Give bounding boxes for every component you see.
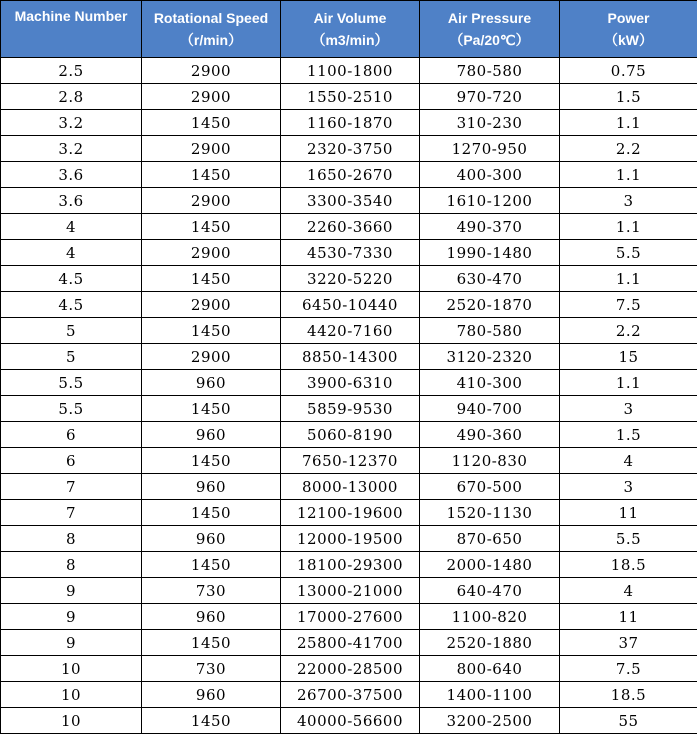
cell-air-volume: 2320-3750 bbox=[281, 136, 420, 162]
cell-rotational-speed: 960 bbox=[142, 422, 281, 448]
table-row bbox=[1, 266, 697, 292]
cell-air-volume: 5859-9530 bbox=[281, 396, 420, 422]
cell-air-volume: 18100-29300 bbox=[281, 552, 420, 578]
cell-power: 11 bbox=[560, 500, 697, 526]
cell-machine-number: 9 bbox=[1, 604, 142, 630]
header-unit: （kW） bbox=[560, 29, 697, 51]
header-label: Air Pressure bbox=[420, 7, 559, 29]
cell-air-pressure: 1120-830 bbox=[420, 448, 560, 474]
cell-air-volume: 25800-41700 bbox=[281, 630, 420, 656]
cell-air-pressure: 310-230 bbox=[420, 110, 560, 136]
cell-air-pressure: 780-580 bbox=[420, 318, 560, 344]
cell-air-volume: 4420-7160 bbox=[281, 318, 420, 344]
cell-power: 5.5 bbox=[560, 526, 697, 552]
cell-power: 18.5 bbox=[560, 682, 697, 708]
cell-machine-number: 4 bbox=[1, 214, 142, 240]
table-body bbox=[1, 58, 697, 734]
cell-air-volume: 12100-19600 bbox=[281, 500, 420, 526]
cell-air-volume: 3220-5220 bbox=[281, 266, 420, 292]
cell-machine-number: 3.6 bbox=[1, 188, 142, 214]
cell-machine-number: 2.8 bbox=[1, 84, 142, 110]
cell-air-volume: 1550-2510 bbox=[281, 84, 420, 110]
table-row bbox=[1, 604, 697, 630]
cell-air-pressure: 870-650 bbox=[420, 526, 560, 552]
header-label: Rotational Speed bbox=[142, 7, 280, 29]
cell-power: 7.5 bbox=[560, 292, 697, 318]
table-row bbox=[1, 136, 697, 162]
table-row bbox=[1, 682, 697, 708]
table-header bbox=[1, 1, 697, 58]
cell-air-volume: 5060-8190 bbox=[281, 422, 420, 448]
cell-rotational-speed: 730 bbox=[142, 578, 281, 604]
cell-machine-number: 3.6 bbox=[1, 162, 142, 188]
cell-rotational-speed: 1450 bbox=[142, 708, 281, 734]
cell-machine-number: 10 bbox=[1, 708, 142, 734]
cell-power: 1.1 bbox=[560, 162, 697, 188]
cell-machine-number: 10 bbox=[1, 656, 142, 682]
cell-air-pressure: 1990-1480 bbox=[420, 240, 560, 266]
header-air-pressure bbox=[420, 1, 560, 58]
cell-air-volume: 2260-3660 bbox=[281, 214, 420, 240]
header-air-volume bbox=[281, 1, 420, 58]
cell-power: 11 bbox=[560, 604, 697, 630]
cell-air-volume: 26700-37500 bbox=[281, 682, 420, 708]
header-unit: （Pa/20℃） bbox=[420, 29, 559, 51]
cell-air-pressure: 2520-1870 bbox=[420, 292, 560, 318]
table-row bbox=[1, 318, 697, 344]
table-row bbox=[1, 578, 697, 604]
cell-air-pressure: 630-470 bbox=[420, 266, 560, 292]
cell-rotational-speed: 960 bbox=[142, 474, 281, 500]
cell-rotational-speed: 2900 bbox=[142, 344, 281, 370]
cell-rotational-speed: 1450 bbox=[142, 162, 281, 188]
cell-machine-number: 9 bbox=[1, 630, 142, 656]
cell-rotational-speed: 2900 bbox=[142, 58, 281, 84]
cell-air-volume: 7650-12370 bbox=[281, 448, 420, 474]
table-row bbox=[1, 630, 697, 656]
cell-rotational-speed: 1450 bbox=[142, 214, 281, 240]
cell-air-pressure: 3200-2500 bbox=[420, 708, 560, 734]
cell-machine-number: 10 bbox=[1, 682, 142, 708]
cell-rotational-speed: 1450 bbox=[142, 110, 281, 136]
cell-air-volume: 6450-10440 bbox=[281, 292, 420, 318]
cell-rotational-speed: 2900 bbox=[142, 240, 281, 266]
cell-power: 37 bbox=[560, 630, 697, 656]
cell-machine-number: 5.5 bbox=[1, 370, 142, 396]
cell-air-pressure: 2000-1480 bbox=[420, 552, 560, 578]
cell-air-pressure: 1270-950 bbox=[420, 136, 560, 162]
table-row bbox=[1, 214, 697, 240]
cell-air-volume: 1100-1800 bbox=[281, 58, 420, 84]
cell-machine-number: 4.5 bbox=[1, 292, 142, 318]
header-rotational-speed bbox=[142, 1, 281, 58]
cell-power: 5.5 bbox=[560, 240, 697, 266]
cell-air-volume: 40000-56600 bbox=[281, 708, 420, 734]
cell-rotational-speed: 1450 bbox=[142, 448, 281, 474]
cell-power: 15 bbox=[560, 344, 697, 370]
table-row bbox=[1, 344, 697, 370]
table-row bbox=[1, 552, 697, 578]
header-row bbox=[1, 1, 697, 58]
cell-rotational-speed: 960 bbox=[142, 526, 281, 552]
cell-power: 3 bbox=[560, 188, 697, 214]
cell-rotational-speed: 960 bbox=[142, 370, 281, 396]
header-unit: （m3/min） bbox=[281, 29, 419, 51]
cell-air-pressure: 670-500 bbox=[420, 474, 560, 500]
cell-air-volume: 8850-14300 bbox=[281, 344, 420, 370]
cell-air-volume: 8000-13000 bbox=[281, 474, 420, 500]
header-power bbox=[560, 1, 697, 58]
cell-machine-number: 4 bbox=[1, 240, 142, 266]
cell-machine-number: 5 bbox=[1, 344, 142, 370]
table-row bbox=[1, 58, 697, 84]
cell-rotational-speed: 1450 bbox=[142, 552, 281, 578]
header-label: Power bbox=[560, 7, 697, 29]
cell-machine-number: 3.2 bbox=[1, 136, 142, 162]
cell-rotational-speed: 960 bbox=[142, 682, 281, 708]
cell-rotational-speed: 730 bbox=[142, 656, 281, 682]
table-row bbox=[1, 84, 697, 110]
cell-machine-number: 3.2 bbox=[1, 110, 142, 136]
table-row bbox=[1, 292, 697, 318]
table-row bbox=[1, 500, 697, 526]
cell-power: 1.1 bbox=[560, 110, 697, 136]
cell-machine-number: 9 bbox=[1, 578, 142, 604]
cell-air-volume: 1160-1870 bbox=[281, 110, 420, 136]
cell-power: 1.1 bbox=[560, 266, 697, 292]
cell-rotational-speed: 2900 bbox=[142, 84, 281, 110]
cell-air-pressure: 400-300 bbox=[420, 162, 560, 188]
header-machine-number bbox=[1, 1, 142, 58]
cell-rotational-speed: 1450 bbox=[142, 318, 281, 344]
cell-power: 18.5 bbox=[560, 552, 697, 578]
cell-air-pressure: 410-300 bbox=[420, 370, 560, 396]
cell-air-pressure: 640-470 bbox=[420, 578, 560, 604]
cell-air-pressure: 940-700 bbox=[420, 396, 560, 422]
cell-power: 55 bbox=[560, 708, 697, 734]
table-row bbox=[1, 474, 697, 500]
cell-rotational-speed: 1450 bbox=[142, 500, 281, 526]
cell-rotational-speed: 2900 bbox=[142, 292, 281, 318]
cell-rotational-speed: 1450 bbox=[142, 266, 281, 292]
cell-machine-number: 8 bbox=[1, 526, 142, 552]
cell-power: 4 bbox=[560, 578, 697, 604]
cell-machine-number: 5 bbox=[1, 318, 142, 344]
cell-air-volume: 3300-3540 bbox=[281, 188, 420, 214]
table-row bbox=[1, 396, 697, 422]
cell-power: 2.2 bbox=[560, 318, 697, 344]
cell-air-pressure: 2520-1880 bbox=[420, 630, 560, 656]
table-row bbox=[1, 422, 697, 448]
cell-air-pressure: 1100-820 bbox=[420, 604, 560, 630]
cell-machine-number: 6 bbox=[1, 448, 142, 474]
cell-power: 1.1 bbox=[560, 370, 697, 396]
table-row bbox=[1, 708, 697, 734]
table-row bbox=[1, 656, 697, 682]
table-row bbox=[1, 526, 697, 552]
table-row bbox=[1, 240, 697, 266]
cell-rotational-speed: 960 bbox=[142, 604, 281, 630]
table-row bbox=[1, 188, 697, 214]
cell-air-pressure: 970-720 bbox=[420, 84, 560, 110]
cell-power: 0.75 bbox=[560, 58, 697, 84]
cell-air-pressure: 3120-2320 bbox=[420, 344, 560, 370]
cell-power: 3 bbox=[560, 474, 697, 500]
cell-air-volume: 3900-6310 bbox=[281, 370, 420, 396]
cell-air-volume: 12000-19500 bbox=[281, 526, 420, 552]
header-label: Air Volume bbox=[281, 7, 419, 29]
cell-rotational-speed: 2900 bbox=[142, 188, 281, 214]
cell-air-pressure: 800-640 bbox=[420, 656, 560, 682]
table-row bbox=[1, 162, 697, 188]
cell-air-volume: 1650-2670 bbox=[281, 162, 420, 188]
cell-rotational-speed: 1450 bbox=[142, 396, 281, 422]
cell-air-pressure: 1520-1130 bbox=[420, 500, 560, 526]
cell-air-volume: 13000-21000 bbox=[281, 578, 420, 604]
cell-air-pressure: 1400-1100 bbox=[420, 682, 560, 708]
cell-machine-number: 8 bbox=[1, 552, 142, 578]
cell-machine-number: 7 bbox=[1, 474, 142, 500]
cell-air-pressure: 1610-1200 bbox=[420, 188, 560, 214]
cell-power: 1.5 bbox=[560, 422, 697, 448]
cell-air-pressure: 490-370 bbox=[420, 214, 560, 240]
cell-power: 1.5 bbox=[560, 84, 697, 110]
cell-power: 1.1 bbox=[560, 214, 697, 240]
cell-air-pressure: 780-580 bbox=[420, 58, 560, 84]
cell-air-volume: 22000-28500 bbox=[281, 656, 420, 682]
cell-power: 4 bbox=[560, 448, 697, 474]
cell-machine-number: 7 bbox=[1, 500, 142, 526]
cell-rotational-speed: 1450 bbox=[142, 630, 281, 656]
cell-rotational-speed: 2900 bbox=[142, 136, 281, 162]
table-row bbox=[1, 110, 697, 136]
cell-air-pressure: 490-360 bbox=[420, 422, 560, 448]
cell-air-volume: 4530-7330 bbox=[281, 240, 420, 266]
cell-power: 7.5 bbox=[560, 656, 697, 682]
table-row bbox=[1, 448, 697, 474]
cell-machine-number: 5.5 bbox=[1, 396, 142, 422]
cell-power: 3 bbox=[560, 396, 697, 422]
header-label: Machine Number bbox=[1, 5, 141, 27]
cell-machine-number: 4.5 bbox=[1, 266, 142, 292]
cell-machine-number: 6 bbox=[1, 422, 142, 448]
header-unit: （r/min） bbox=[142, 29, 280, 51]
cell-air-volume: 17000-27600 bbox=[281, 604, 420, 630]
cell-power: 2.2 bbox=[560, 136, 697, 162]
table-row bbox=[1, 370, 697, 396]
cell-machine-number: 2.5 bbox=[1, 58, 142, 84]
